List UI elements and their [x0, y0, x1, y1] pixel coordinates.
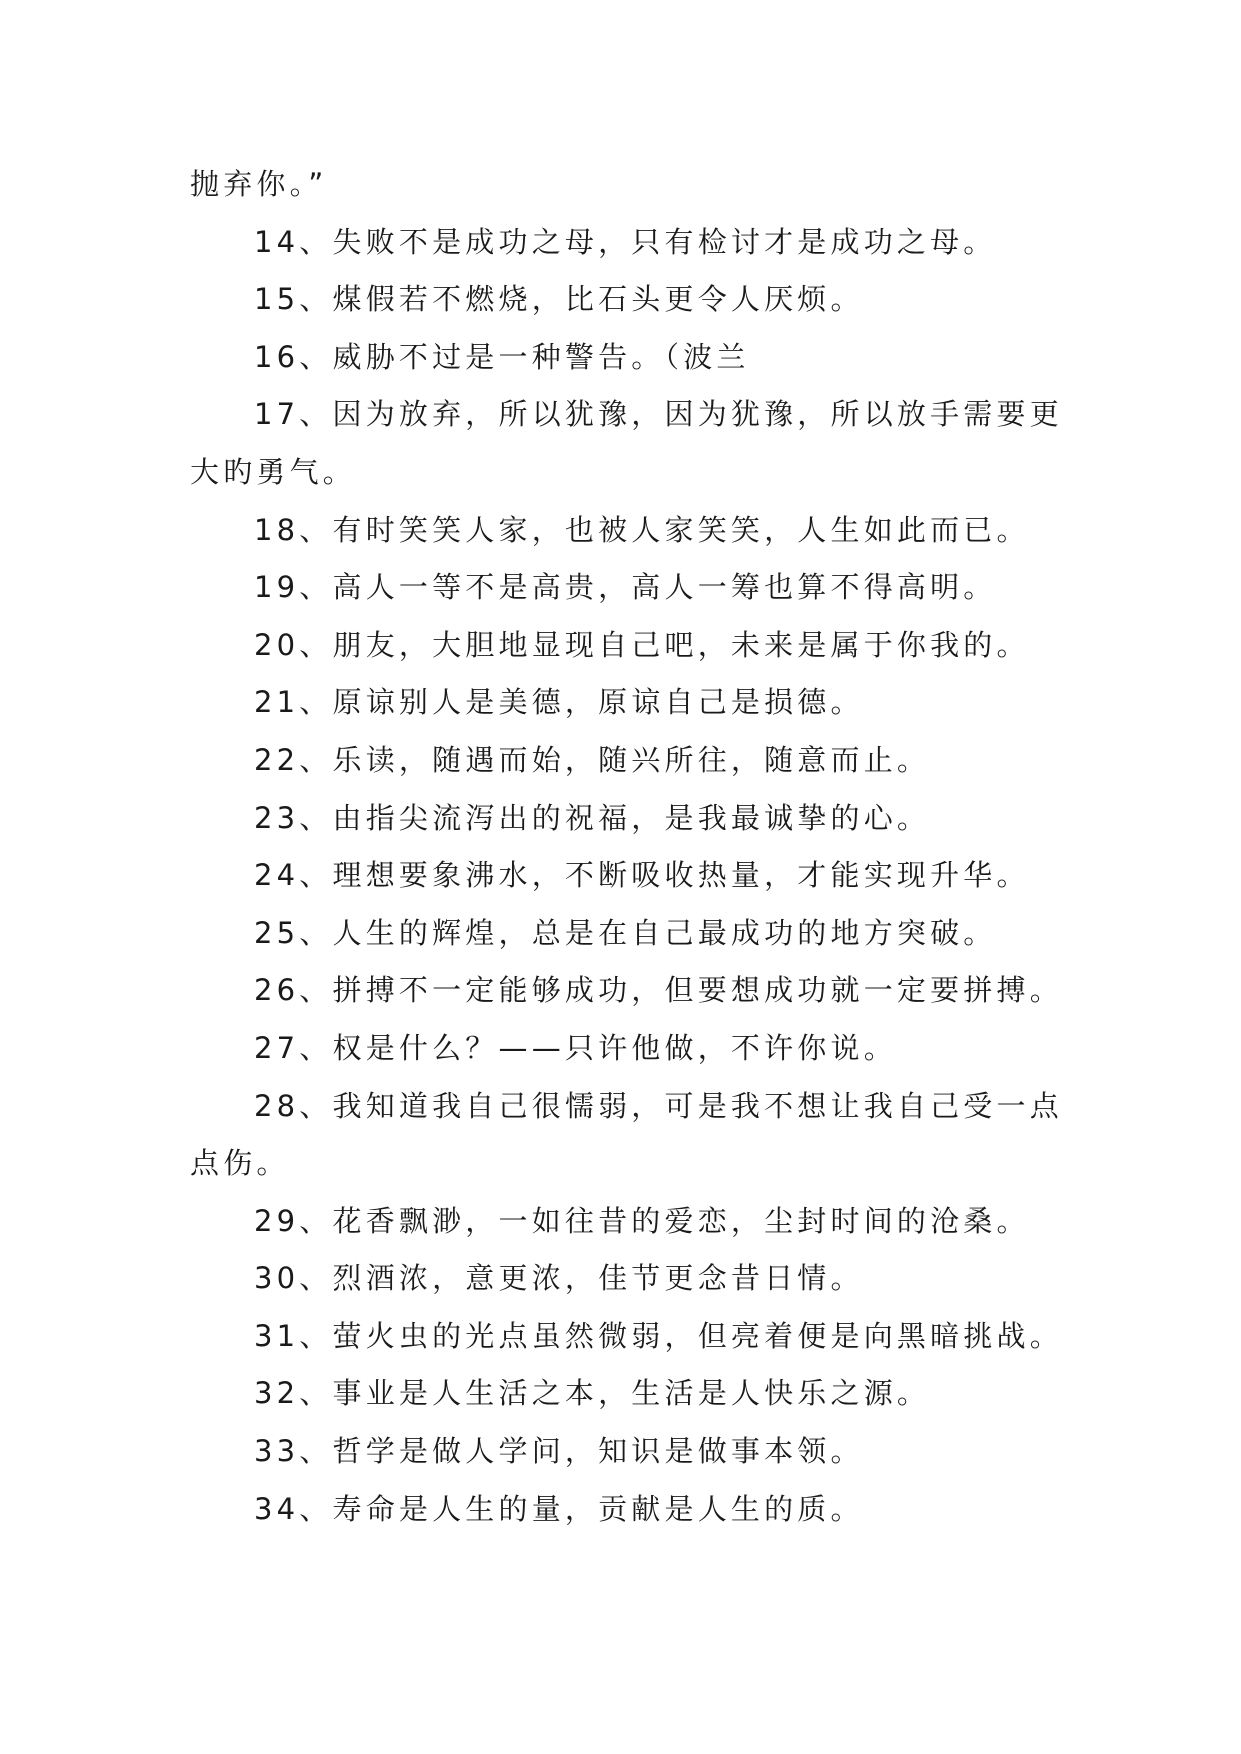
quote-line: 22、乐读，随遇而始，随兴所往，随意而止。: [254, 742, 931, 777]
quote-line: 30、烈酒浓，意更浓，佳节更念昔日情。: [254, 1261, 864, 1296]
quote-line: 29、花香飘渺，一如往昔的爱恋，尘封时间的沧桑。: [254, 1203, 1030, 1238]
document-body: [190, 156, 1070, 1538]
quote-line: 21、原谅别人是美德，原谅自己是损德。: [254, 685, 864, 720]
text-line: 点伤。: [190, 1146, 290, 1181]
text-line: 大旳勇气。: [190, 454, 357, 489]
quote-line: 31、萤火虫的光点虽然微弱，但亮着便是向黑暗挑战。: [254, 1318, 1063, 1353]
quote-line: 16、威胁不过是一种警告。（波兰: [254, 339, 750, 374]
quote-line: 19、高人一等不是高贵，高人一筹也算不得高明。: [254, 570, 997, 605]
quote-line: 28、我知道我自己很懦弱，可是我不想让我自己受一点: [254, 1088, 1063, 1123]
quote-line: 33、哲学是做人学问，知识是做事本领。: [254, 1434, 864, 1469]
quote-line: 17、因为放弃，所以犹豫，因为犹豫，所以放手需要更: [254, 397, 1063, 432]
text-line: 抛弃你。”: [190, 167, 328, 201]
quote-line: 25、人生的辉煌，总是在自己最成功的地方突破。: [254, 915, 997, 950]
quote-line: 26、拼搏不一定能够成功，但要想成功就一定要拼搏。: [254, 973, 1063, 1008]
quote-line: 15、煤假若不燃烧，比石头更令人厌烦。: [254, 282, 864, 317]
quote-line: 23、由指尖流泻出的祝福，是我最诚挚的心。: [254, 800, 931, 835]
quote-line: 32、事业是人生活之本，生活是人快乐之源。: [254, 1376, 931, 1411]
quote-line: 20、朋友，大胆地显现自己吧，未来是属于你我的。: [254, 627, 1030, 662]
quote-line: 27、权是什么？——只许他做，不许你说。: [254, 1030, 897, 1065]
quote-line: 34、寿命是人生的量，贡献是人生的质。: [254, 1491, 864, 1526]
quote-line: 18、有时笑笑人家，也被人家笑笑，人生如此而已。: [254, 512, 1030, 547]
quote-line: 24、理想要象沸水，不断吸收热量，才能实现升华。: [254, 858, 1030, 893]
quote-line: 14、失败不是成功之母，只有检讨才是成功之母。: [254, 224, 997, 259]
